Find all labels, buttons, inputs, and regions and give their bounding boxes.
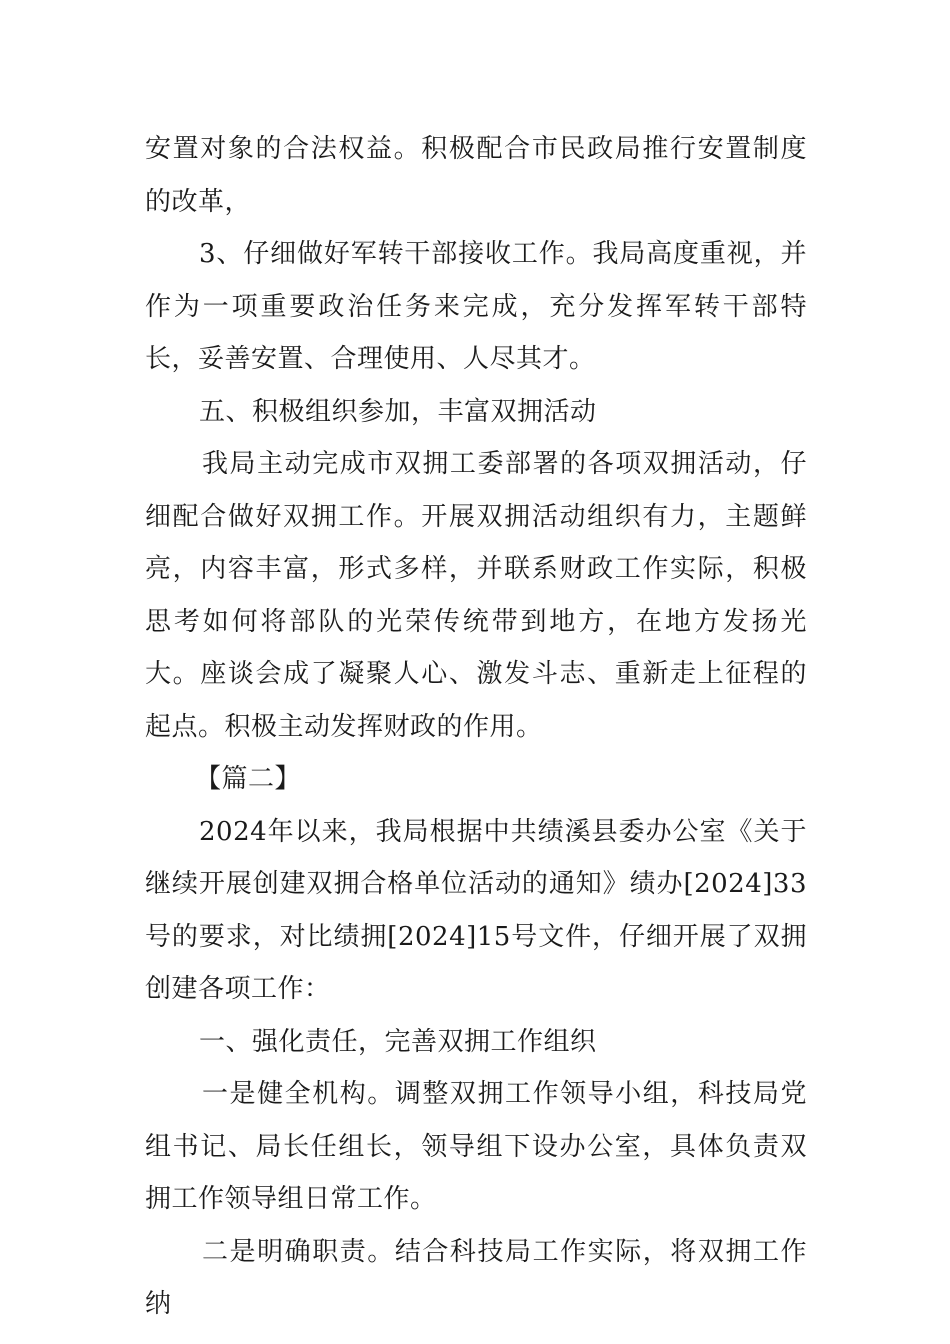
paragraph-point-1: 一是健全机构。调整双拥工作领导小组，科技局党组书记、局长任组长，领导组下设办公室，具体负责双拥工作领导组日常工作。 (145, 1079, 807, 1214)
paragraph-continuation: 安置对象的合法权益。积极配合市民政局推行安置制度的改革， (145, 134, 807, 217)
section-heading-5: 五、积极组织参加，丰富双拥活动 (199, 396, 597, 427)
paragraph-item-3: 3、仔细做好军转干部接收工作。我局高度重视，并作为一项重要政治任务来完成，充分发挥军转干部特长，妥善安置、合理使用、人尽其才。 (145, 239, 807, 374)
chapter-heading: 【篇二】 (195, 764, 302, 794)
section-heading-1: 一、强化责任，完善双拥工作组织 (199, 1026, 597, 1057)
paragraph-intro: 2024年以来，我局根据中共绩溪县委办公室《关于继续开展创建双拥合格单位活动的通知》绩办[2024]33号的要求，对比绩拥[2024]15号文件，仔细开展了双拥创建各项工作： (145, 816, 807, 1004)
paragraph-point-2: 二是明确职责。结合科技局工作实际，将双拥工作纳 (145, 1236, 807, 1319)
paragraph-activities: 我局主动完成市双拥工委部署的各项双拥活动，仔细配合做好双拥工作。开展双拥活动组织有力，主题鲜亮，内容丰富，形式多样，并联系财政工作实际，积极思考如何将部队的光荣传统带到地方，在地方发扬光大。座谈会成了凝聚人心、激发斗志、重新走上征程的起点。积极主动发挥财政的作用。 (145, 449, 807, 742)
document-body (145, 123, 807, 1331)
